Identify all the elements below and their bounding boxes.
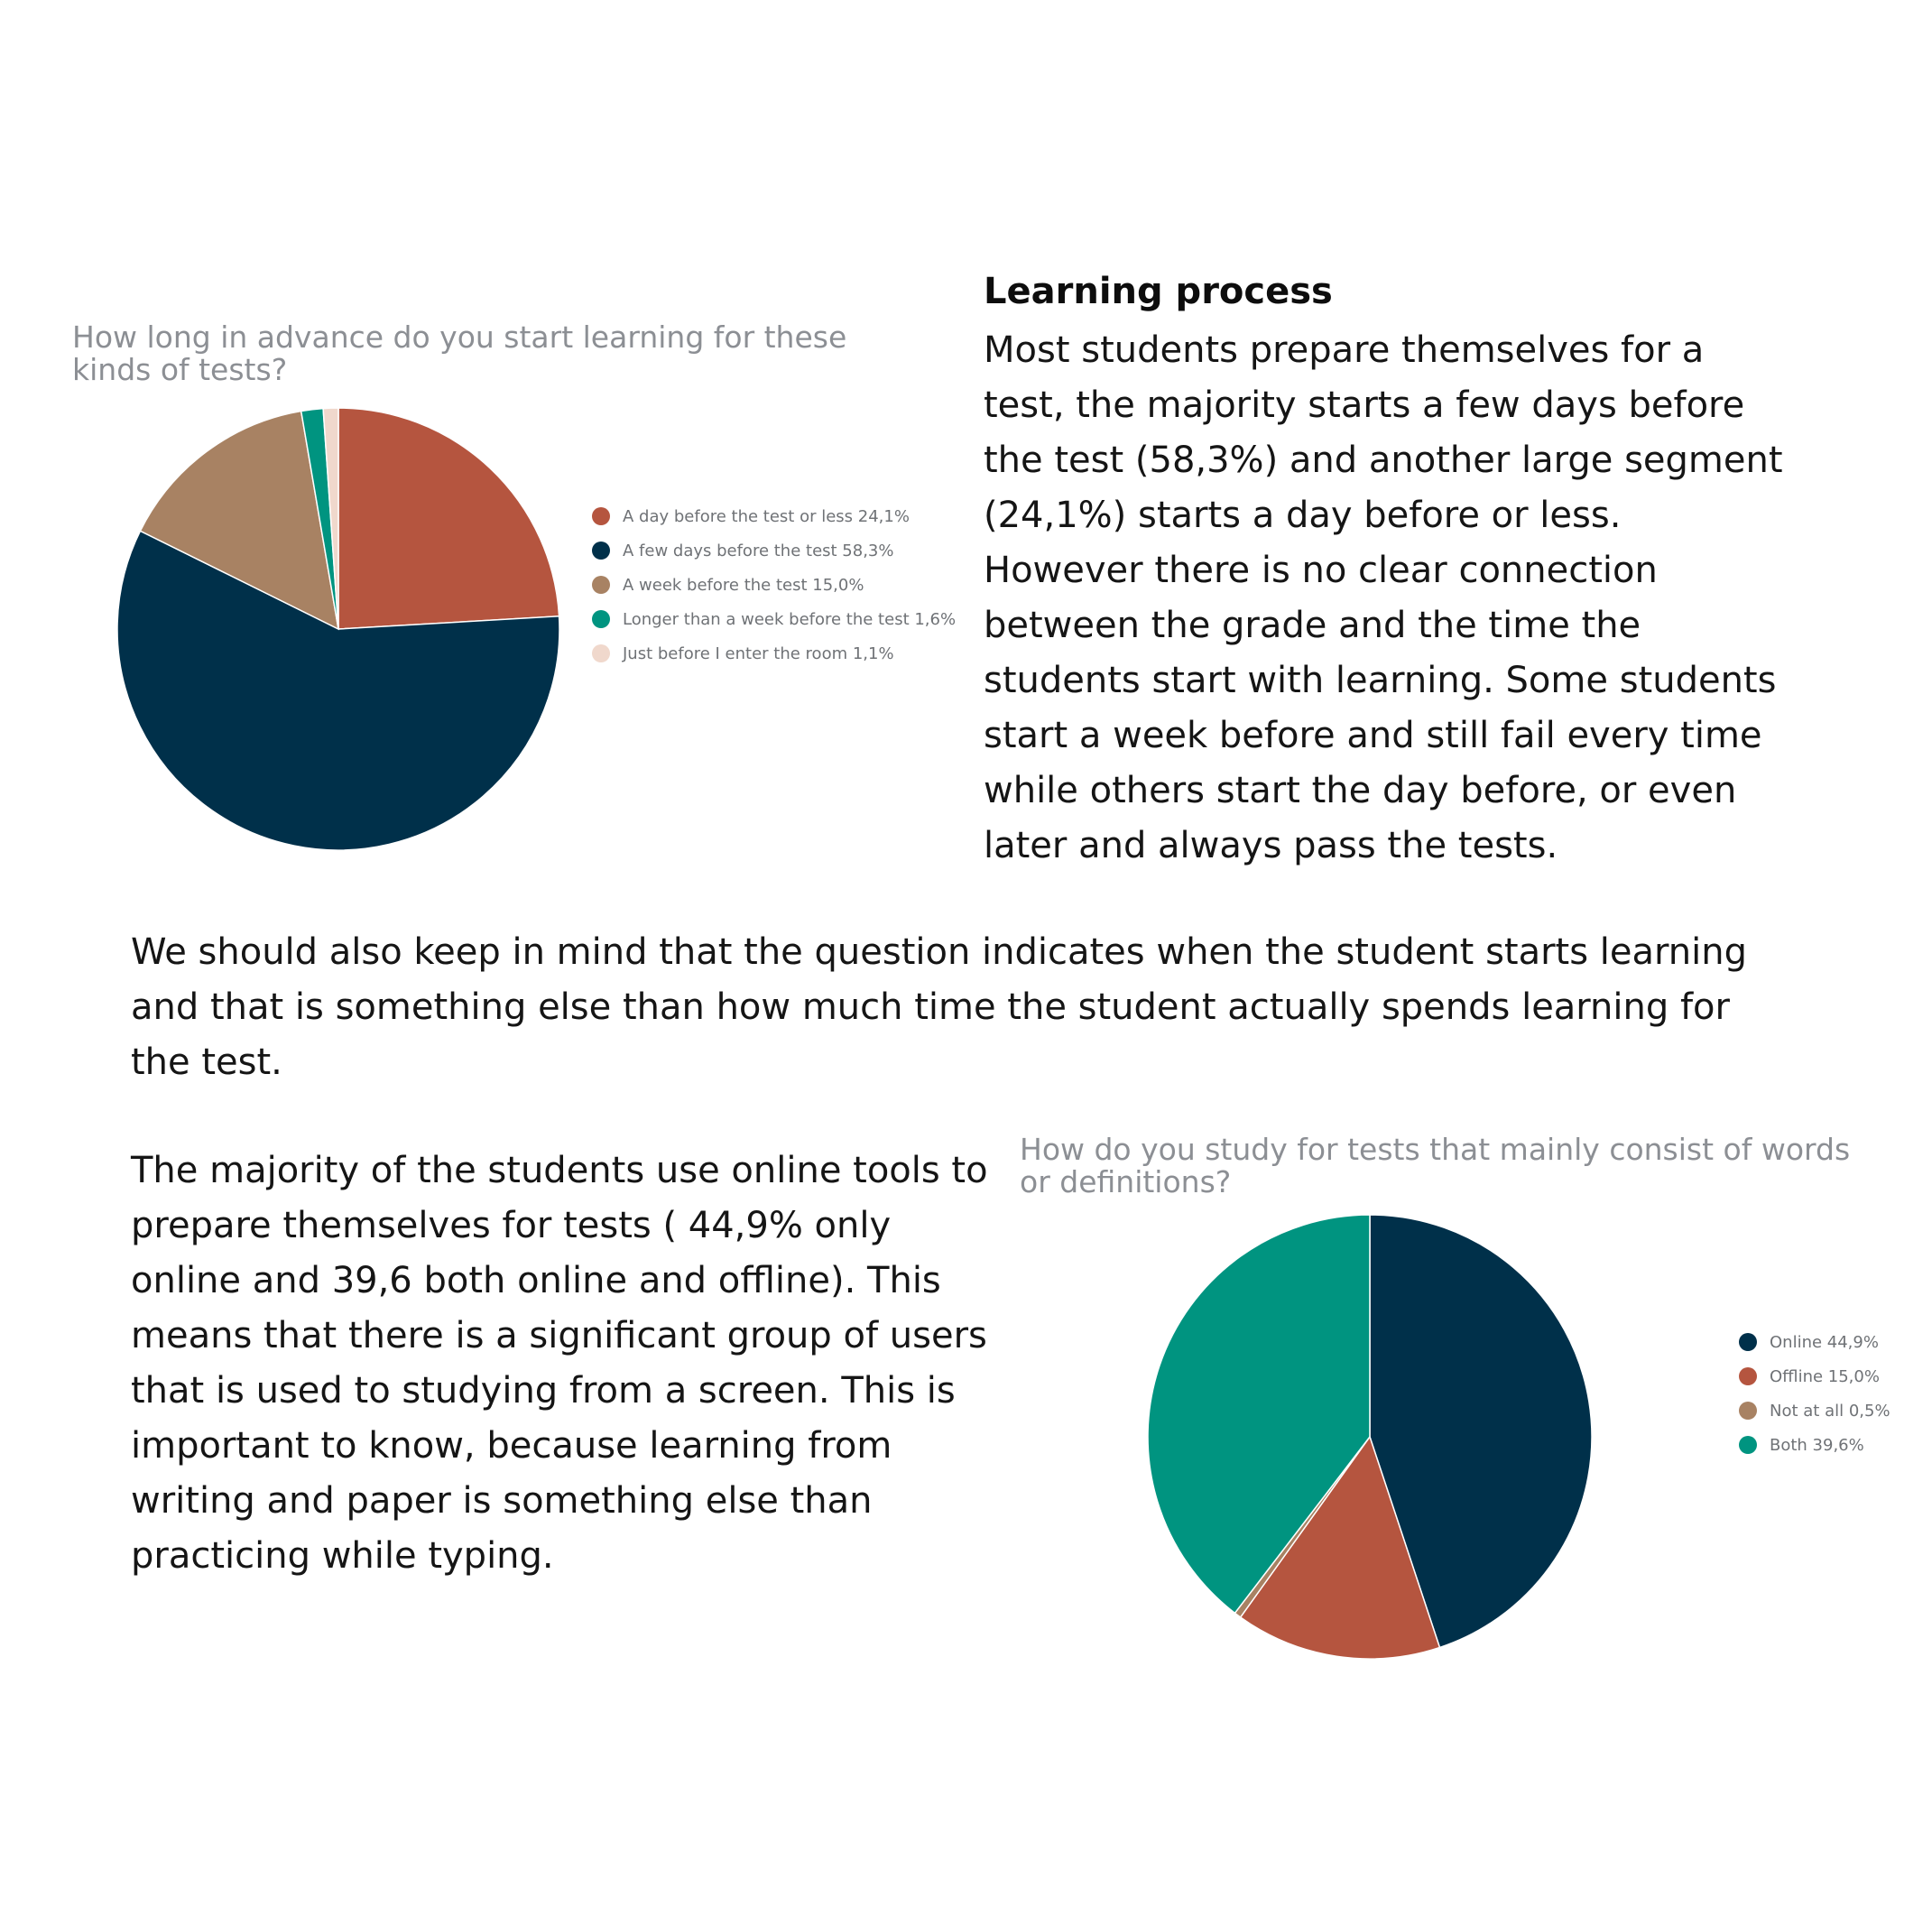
chart-2-pie xyxy=(1119,1191,1624,1679)
chart-1-title: How long in advance do you start learning for these kinds of tests? xyxy=(72,319,847,387)
legend-swatch-icon xyxy=(1739,1402,1757,1420)
chart-2-legend xyxy=(1739,1325,1919,1462)
chart-1-legend-label: Just before I enter the room 1,1% xyxy=(623,643,894,663)
chart-2-legend-label: Online 44,9% xyxy=(1770,1332,1879,1352)
chart-2-legend-item xyxy=(1739,1359,1919,1393)
legend-swatch-icon xyxy=(592,542,610,560)
legend-swatch-icon xyxy=(592,507,610,525)
chart-1-legend-label: Longer than a week before the test 1,6% xyxy=(623,609,957,629)
chart-2-legend-item xyxy=(1739,1325,1919,1359)
chart-1-legend-item xyxy=(592,568,971,602)
legend-swatch-icon xyxy=(592,576,610,594)
chart-1-legend-label: A week before the test 15,0% xyxy=(623,575,864,595)
chart-1-legend-item xyxy=(592,499,971,533)
legend-swatch-icon xyxy=(1739,1333,1757,1351)
chart-1-slice-a-day-before-the-test-or-less xyxy=(338,408,559,629)
chart-2-legend-label: Offline 15,0% xyxy=(1770,1366,1880,1386)
legend-swatch-icon xyxy=(592,644,610,662)
chart-2-title: How do you study for tests that mainly consist of words or definitions? xyxy=(1020,1132,1851,1199)
chart-2-legend-item xyxy=(1739,1428,1919,1462)
paragraph-online-tools: The majority of the students use online tools to prepare themselves for tests ( 44,9% only online and 39,6 both online and offline). This means that there is a significant group of users that is used to studying from a screen. This is important to know, because learning from writing and paper is something else than practicing while typing. xyxy=(131,1150,988,1577)
legend-swatch-icon xyxy=(1739,1367,1757,1385)
chart-2-legend-label: Not at all 0,5% xyxy=(1770,1401,1890,1421)
chart-1-legend-label: A few days before the test 58,3% xyxy=(623,541,894,560)
chart-1-legend-item xyxy=(592,602,971,636)
chart-1-legend-item xyxy=(592,636,971,671)
chart-2-legend-label: Both 39,6% xyxy=(1770,1435,1864,1455)
chart-1-legend xyxy=(592,499,971,671)
chart-1-pie xyxy=(90,379,596,866)
chart-2-legend-item xyxy=(1739,1393,1919,1428)
chart-1-legend-item xyxy=(592,533,971,568)
chart-1-legend-label: A day before the test or less 24,1% xyxy=(623,506,910,526)
legend-swatch-icon xyxy=(1739,1436,1757,1454)
paragraph-note: We should also keep in mind that the question indicates when the student starts learning and that is something else than how much time the student actually spends learning for the test. xyxy=(131,931,1747,1083)
section-heading: Learning process xyxy=(984,271,1333,312)
legend-swatch-icon xyxy=(592,610,610,628)
paragraph-preparation: Most students prepare themselves for a test, the majority starts a few days before the test (58,3%) and another large segment (24,1%) starts a day before or less. However there is no clear connection between the grade and the time the students start with learning. Some students start a week before and still fail every time while others start the day before, or even later and always pass the tests. xyxy=(984,329,1783,866)
